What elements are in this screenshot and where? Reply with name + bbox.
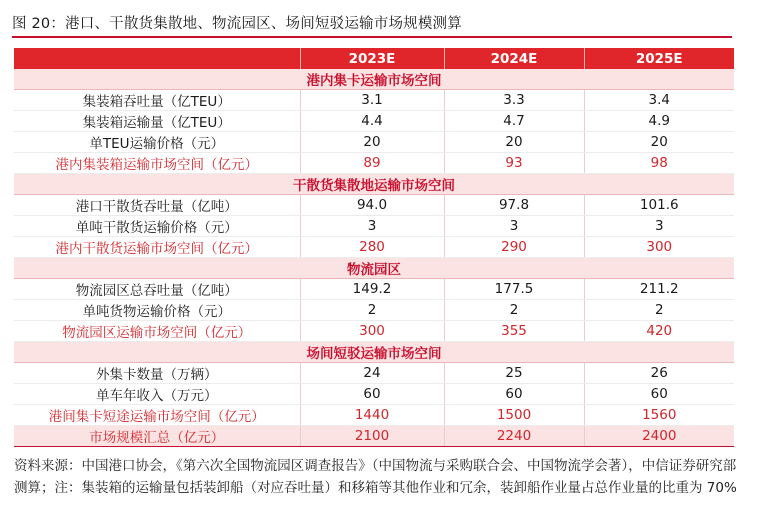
row-label: 单车年收入（万元）: [14, 384, 300, 405]
table-row: [14, 90, 734, 111]
cell-value: 60: [584, 384, 734, 405]
section-header: [14, 258, 734, 279]
cell-value: 101.6: [584, 195, 734, 216]
cell-value: 1440: [300, 405, 444, 426]
table-row-subtotal: [14, 321, 734, 342]
cell-value: 2: [584, 300, 734, 321]
cell-value: 60: [444, 384, 584, 405]
total-label: 市场规模汇总（亿元）: [14, 426, 300, 447]
cell-value: 3: [584, 216, 734, 237]
cell-value: 4.7: [444, 111, 584, 132]
section-header: [14, 174, 734, 195]
cell-value: 4.9: [584, 111, 734, 132]
total-value: 2240: [444, 426, 584, 447]
cell-value: 149.2: [300, 279, 444, 300]
cell-value: 98: [584, 153, 734, 174]
cell-value: 4.4: [300, 111, 444, 132]
header-row: [14, 48, 734, 69]
cell-value: 20: [444, 132, 584, 153]
cell-value: 177.5: [444, 279, 584, 300]
table-row: [14, 216, 734, 237]
cell-value: 1560: [584, 405, 734, 426]
row-label: 集装箱运输量（亿TEU）: [14, 111, 300, 132]
total-value: 2100: [300, 426, 444, 447]
table-row: [14, 384, 734, 405]
row-label: 单吨货物运输价格（元）: [14, 300, 300, 321]
table-row: [14, 111, 734, 132]
table-row-subtotal: [14, 153, 734, 174]
row-label: 港口干散货吞吐量（亿吨）: [14, 195, 300, 216]
cell-value: 93: [444, 153, 584, 174]
source-footnote: 资料来源：中国港口协会，《第六次全国物流园区调查报告》（中国物流与采购联合会、中国物流学会著），中信证券研究部测算；注：集装箱的运输量包括装卸船（对应吞吐量）和移箱等其他作业和冗余，装卸船作业量占总作业量的比重为 70%: [14, 458, 737, 496]
table-row: [14, 132, 734, 153]
cell-value: 3: [300, 216, 444, 237]
table-row-subtotal: [14, 237, 734, 258]
cell-value: 24: [300, 363, 444, 384]
cell-value: 355: [444, 321, 584, 342]
cell-value: 20: [584, 132, 734, 153]
total-value: 2400: [584, 426, 734, 447]
row-label: 集装箱吞吐量（亿TEU）: [14, 90, 300, 111]
table-row-total: [14, 426, 734, 447]
header-cell-2025: 2025E: [584, 48, 734, 69]
row-label: 单TEU运输价格（元）: [14, 132, 300, 153]
cell-value: 420: [584, 321, 734, 342]
figure-caption: 图 20：港口、干散货集散地、物流园区、场间短驳运输市场规模测算: [12, 16, 462, 32]
cell-value: 89: [300, 153, 444, 174]
row-label: 单吨干散货运输价格（元）: [14, 216, 300, 237]
header-cell-2024: 2024E: [444, 48, 584, 69]
cell-value: 290: [444, 237, 584, 258]
caption-rule: [12, 36, 732, 38]
table-row: [14, 363, 734, 384]
row-label: 外集卡数量（万辆）: [14, 363, 300, 384]
cell-value: 2: [444, 300, 584, 321]
cell-value: 26: [584, 363, 734, 384]
header-cell-label: [14, 48, 300, 69]
cell-value: 2: [300, 300, 444, 321]
section-title: 物流园区: [14, 258, 734, 279]
cell-value: 1500: [444, 405, 584, 426]
cell-value: 211.2: [584, 279, 734, 300]
cell-value: 3.1: [300, 90, 444, 111]
table-row: [14, 195, 734, 216]
cell-value: 300: [584, 237, 734, 258]
table-row: [14, 279, 734, 300]
cell-value: 300: [300, 321, 444, 342]
row-label: 物流园区运输市场空间（亿元）: [14, 321, 300, 342]
cell-value: 3: [444, 216, 584, 237]
row-label: 港间集卡短途运输市场空间（亿元）: [14, 405, 300, 426]
cell-value: 25: [444, 363, 584, 384]
cell-value: 3.4: [584, 90, 734, 111]
row-label: 港内干散货运输市场空间（亿元）: [14, 237, 300, 258]
section-title: 干散货集散地运输市场空间: [14, 174, 734, 195]
section-header: [14, 69, 734, 90]
table-row: [14, 300, 734, 321]
cell-value: 3.3: [444, 90, 584, 111]
section-header: [14, 342, 734, 363]
section-title: 场间短驳运输市场空间: [14, 342, 734, 363]
section-title: 港内集卡运输市场空间: [14, 69, 734, 90]
cell-value: 60: [300, 384, 444, 405]
cell-value: 20: [300, 132, 444, 153]
header-cell-2023: 2023E: [300, 48, 444, 69]
row-label: 港内集装箱运输市场空间（亿元）: [14, 153, 300, 174]
cell-value: 97.8: [444, 195, 584, 216]
cell-value: 94.0: [300, 195, 444, 216]
cell-value: 280: [300, 237, 444, 258]
market-size-table: [14, 48, 734, 447]
row-label: 物流园区总吞吐量（亿吨）: [14, 279, 300, 300]
table-row-subtotal: [14, 405, 734, 426]
